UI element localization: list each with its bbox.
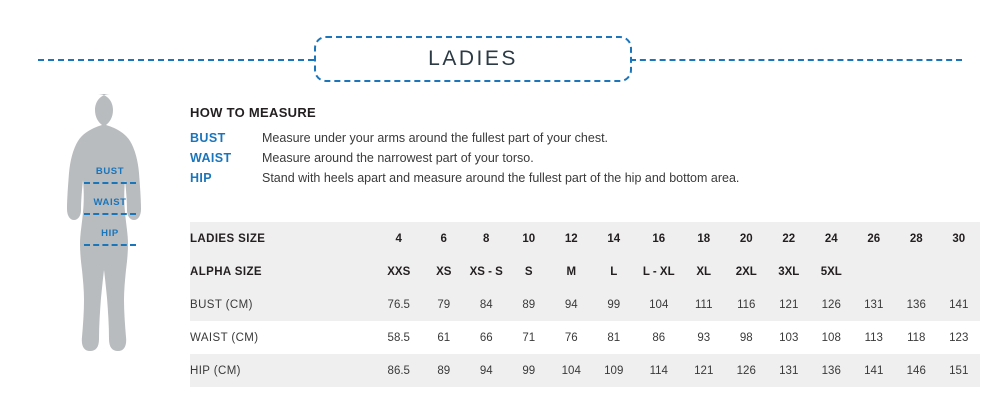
cell-bust-13: 141: [949, 298, 969, 311]
cell-bust-2: 84: [479, 298, 493, 311]
size-table: [190, 222, 980, 387]
cell-waist-3: 71: [522, 331, 536, 344]
cell-hip-4: 104: [561, 364, 581, 377]
cell-ladies-size-8: 20: [739, 232, 753, 245]
cell-hip-13: 151: [949, 364, 969, 377]
cell-alpha-size-12: [895, 255, 938, 288]
cell-ladies-size-10: 24: [824, 232, 838, 245]
cell-hip-7: 121: [694, 364, 714, 377]
cell-waist-0: 58.5: [387, 331, 410, 344]
how-to-measure-row-waist: [190, 151, 980, 165]
cell-alpha-size-0: XXS: [387, 265, 411, 278]
figure-dash-bust: [84, 182, 136, 184]
how-to-measure-term-hip: HIP: [190, 171, 213, 185]
cell-ladies-size-11: 26: [867, 232, 881, 245]
cell-ladies-size-9: 22: [782, 232, 796, 245]
table-row-waist: [190, 321, 980, 354]
table-row-hip: [190, 354, 980, 387]
cell-alpha-size-9: 3XL: [778, 265, 800, 278]
female-silhouette-icon: [46, 92, 174, 404]
cell-alpha-size-11: [853, 255, 896, 288]
figure-label-hip: HIP: [101, 228, 119, 239]
cell-ladies-size-1: 6: [440, 232, 447, 245]
female-body-figure: [46, 92, 174, 404]
cell-ladies-size-3: 10: [522, 232, 536, 245]
cell-hip-0: 86.5: [387, 364, 410, 377]
how-to-measure-term-bust: BUST: [190, 131, 226, 145]
table-row-ladies-size: [190, 222, 980, 255]
cell-waist-6: 86: [652, 331, 666, 344]
figure-dash-hip: [84, 244, 136, 246]
row-label-ladies-size: LADIES SIZE: [190, 232, 266, 245]
cell-ladies-size-4: 12: [564, 232, 578, 245]
cell-alpha-size-5: L: [610, 265, 618, 278]
cell-bust-7: 111: [695, 298, 713, 311]
cell-hip-9: 131: [779, 364, 799, 377]
how-to-measure-row-hip: [190, 171, 980, 185]
cell-hip-2: 94: [479, 364, 493, 377]
figure-dash-waist: [84, 213, 136, 215]
how-to-measure-desc-waist: Measure around the narrowest part of your torso.: [262, 151, 534, 165]
cell-bust-3: 89: [522, 298, 536, 311]
table-row-alpha-size: [190, 255, 980, 288]
cell-hip-5: 109: [604, 364, 624, 377]
cell-hip-12: 146: [906, 364, 926, 377]
cell-alpha-size-3: S: [524, 265, 533, 278]
cell-alpha-size-7: XL: [696, 265, 712, 278]
cell-waist-9: 103: [779, 331, 799, 344]
title-box: [314, 36, 632, 82]
cell-bust-8: 116: [737, 298, 756, 311]
how-to-measure-desc-bust: Measure under your arms around the fullest part of your chest.: [262, 131, 609, 145]
how-to-measure-desc-hip: Stand with heels apart and measure around the fullest part of the hip and bottom area.: [262, 171, 740, 185]
cell-waist-4: 76: [564, 331, 578, 344]
cell-bust-10: 126: [821, 298, 841, 311]
cell-waist-5: 81: [607, 331, 621, 344]
header-band: [0, 36, 1000, 84]
cell-hip-1: 89: [437, 364, 451, 377]
cell-bust-9: 121: [779, 298, 799, 311]
cell-ladies-size-6: 16: [652, 232, 666, 245]
cell-bust-4: 94: [564, 298, 578, 311]
how-to-measure-term-waist: WAIST: [190, 151, 232, 165]
cell-waist-11: 113: [864, 331, 883, 344]
how-to-measure-row-bust: [190, 131, 980, 145]
cell-ladies-size-0: 4: [395, 232, 402, 245]
cell-hip-10: 136: [821, 364, 841, 377]
cell-alpha-size-8: 2XL: [735, 265, 757, 278]
row-label-bust: BUST (CM): [190, 298, 253, 311]
cell-ladies-size-7: 18: [697, 232, 711, 245]
header-dashed-line-right: [630, 59, 962, 61]
page-title: LADIES: [428, 47, 518, 70]
cell-alpha-size-1: XS: [436, 265, 452, 278]
cell-bust-1: 79: [437, 298, 451, 311]
cell-bust-6: 104: [649, 298, 669, 311]
header-dashed-line-left: [38, 59, 314, 61]
how-to-measure-title: HOW TO MEASURE: [190, 105, 317, 120]
cell-waist-12: 118: [907, 331, 926, 344]
cell-bust-5: 99: [607, 298, 621, 311]
cell-hip-3: 99: [522, 364, 536, 377]
cell-waist-13: 123: [949, 331, 969, 344]
cell-ladies-size-12: 28: [909, 232, 923, 245]
cell-ladies-size-13: 30: [952, 232, 966, 245]
cell-alpha-size-2: XS - S: [469, 265, 503, 278]
how-to-measure-section: [190, 105, 980, 191]
cell-waist-1: 61: [437, 331, 451, 344]
cell-alpha-size-6: L - XL: [642, 265, 675, 278]
row-label-alpha-size: ALPHA SIZE: [190, 265, 262, 278]
cell-alpha-size-4: M: [566, 265, 577, 278]
cell-waist-7: 93: [697, 331, 711, 344]
row-label-waist: WAIST (CM): [190, 331, 259, 344]
cell-waist-2: 66: [479, 331, 493, 344]
cell-bust-0: 76.5: [387, 298, 410, 311]
cell-ladies-size-5: 14: [607, 232, 621, 245]
cell-ladies-size-2: 8: [483, 232, 490, 245]
cell-bust-12: 136: [906, 298, 926, 311]
figure-label-waist: WAIST: [93, 197, 127, 208]
table-row-bust: [190, 288, 980, 321]
cell-hip-6: 114: [649, 364, 668, 377]
cell-hip-11: 141: [864, 364, 884, 377]
cell-waist-10: 108: [821, 331, 841, 344]
row-label-hip: HIP (CM): [190, 364, 241, 377]
cell-bust-11: 131: [864, 298, 884, 311]
cell-waist-8: 98: [739, 331, 753, 344]
figure-label-bust: BUST: [95, 166, 125, 177]
cell-alpha-size-10: 5XL: [820, 265, 842, 278]
cell-alpha-size-13: [938, 255, 981, 288]
cell-hip-8: 126: [736, 364, 756, 377]
